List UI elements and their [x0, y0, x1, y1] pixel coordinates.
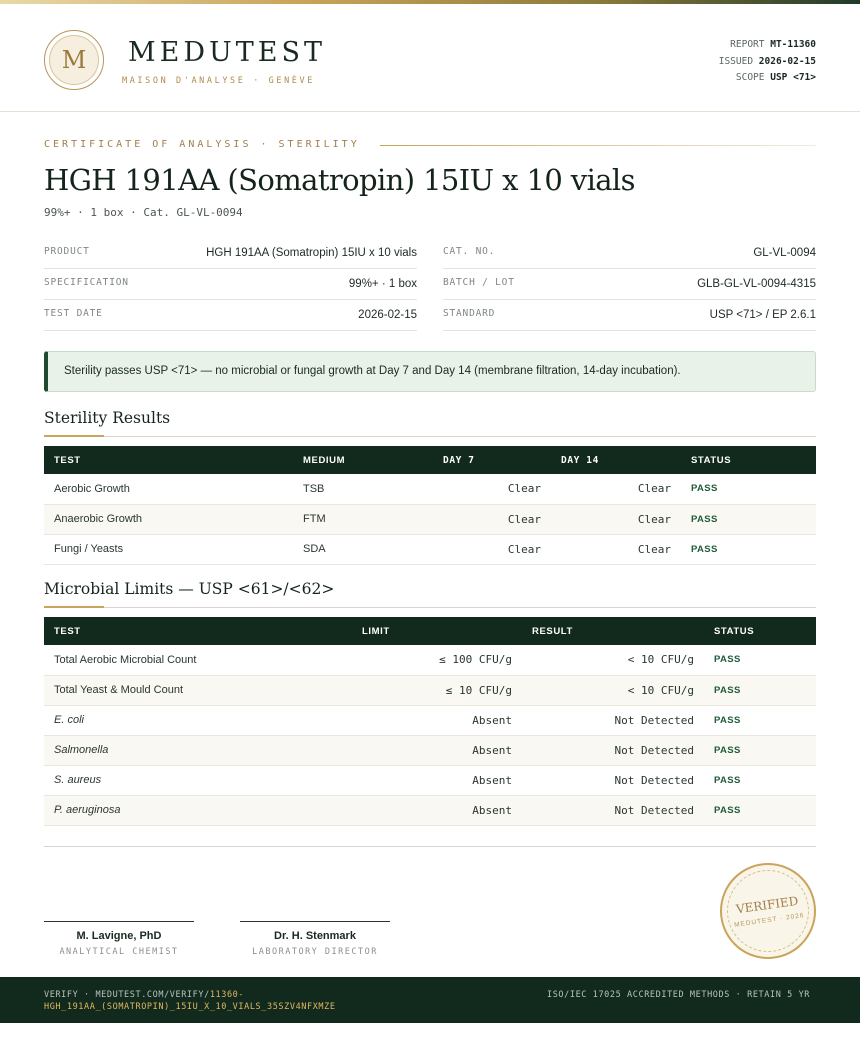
section-rule — [44, 436, 816, 437]
day7-result: Clear — [507, 482, 541, 496]
page-title: HGH 191AA (Somatropin) 15IU x 10 vials — [44, 163, 635, 197]
info-key: SPECIFICATION — [44, 277, 129, 288]
day14-result: Clear — [637, 512, 671, 526]
info-key: PRODUCT — [44, 246, 90, 257]
info-left — [44, 238, 417, 331]
scope-value: USP <71> — [770, 72, 816, 83]
info-row — [443, 238, 816, 269]
column-header: MEDIUM — [303, 454, 346, 466]
column-header: DAY 14 — [561, 454, 599, 466]
column-header: LIMIT — [362, 625, 390, 637]
info-row — [443, 300, 816, 331]
test-name: P. aeruginosa — [54, 804, 121, 816]
brand-logo — [44, 30, 104, 90]
signatory-name: M. Lavigne, PhD — [76, 930, 162, 942]
info-value: USP <71> / EP 2.6.1 — [709, 309, 816, 321]
medium: FTM — [303, 513, 326, 525]
test-name: Total Aerobic Microbial Count — [54, 653, 197, 666]
seal-subtext: MEDUTEST · 2026 — [733, 912, 805, 929]
certificate-kicker: CERTIFICATE OF ANALYSIS · STERILITY — [44, 139, 360, 150]
result-callout — [44, 351, 816, 392]
status-badge: PASS — [714, 744, 741, 756]
test-name: Salmonella — [54, 744, 109, 756]
info-value: 99%+ · 1 box — [348, 278, 417, 290]
signatory-role: ANALYTICAL CHEMIST — [59, 947, 179, 957]
test-name: Fungi / Yeasts — [54, 543, 124, 555]
microbial-table — [44, 617, 816, 826]
seal-text: VERIFIED — [735, 893, 800, 917]
medium: TSB — [303, 482, 325, 495]
test-name: E. coli — [54, 714, 84, 726]
signature-divider — [44, 846, 816, 847]
day7-result: Clear — [507, 542, 541, 556]
info-value: HGH 191AA (Somatropin) 15IU x 10 vials — [206, 247, 417, 259]
sterility-heading: Sterility Results — [44, 409, 171, 427]
limit: ≤ 10 CFU/g — [445, 683, 512, 697]
logo-monogram: M — [49, 35, 99, 85]
column-header: TEST — [54, 454, 81, 466]
table-row — [44, 705, 816, 735]
status-badge: PASS — [714, 804, 741, 816]
table-row — [44, 765, 816, 795]
issued-label: ISSUED — [718, 55, 754, 67]
callout-text: Sterility passes USP <71> — no microbial or fungal growth at Day 7 and Day 14 (membrane filtration, 14-day incubation). — [64, 365, 681, 377]
status-badge: PASS — [714, 654, 741, 666]
report-header — [0, 4, 860, 112]
column-header: DAY 7 — [443, 454, 475, 466]
report-number: MT-11360 — [770, 39, 816, 50]
section-accent — [44, 606, 104, 608]
column-header: TEST — [54, 625, 81, 637]
verify-code: 11360-HGH_191AA_(SOMATROPIN)_15IU_X_10_VIALS_35SZV4NFXMZE — [44, 990, 336, 1012]
result: Not Detected — [614, 743, 694, 757]
column-header: STATUS — [691, 454, 732, 466]
footer — [0, 977, 860, 1023]
limit: ≤ 100 CFU/g — [439, 653, 512, 667]
test-name: S. aureus — [54, 774, 102, 786]
status-badge: PASS — [691, 543, 718, 555]
verified-seal — [720, 863, 816, 959]
microbial-heading: Microbial Limits — USP <61>/<62> — [44, 580, 335, 598]
info-row — [44, 238, 417, 269]
sterility-table — [44, 446, 816, 565]
test-name: Anaerobic Growth — [54, 513, 143, 525]
test-name: Aerobic Growth — [54, 482, 130, 495]
info-row — [44, 300, 417, 331]
status-badge: PASS — [714, 774, 741, 786]
table-header-row — [44, 446, 816, 474]
info-key: BATCH / LOT — [443, 277, 515, 288]
signatory-role: LABORATORY DIRECTOR — [252, 947, 378, 957]
result: Not Detected — [614, 773, 694, 787]
report-meta — [719, 37, 816, 87]
verify-link[interactable] — [44, 989, 384, 1013]
table-header-row — [44, 617, 816, 645]
section-accent — [44, 435, 104, 437]
medium: SDA — [303, 543, 326, 555]
test-name: Total Yeast & Mould Count — [54, 684, 184, 696]
table-row — [44, 795, 816, 825]
result: < 10 CFU/g — [627, 653, 694, 667]
info-value: 2026-02-15 — [358, 309, 417, 321]
info-row — [44, 269, 417, 300]
table-row — [44, 675, 816, 705]
table-row — [44, 735, 816, 765]
column-header: RESULT — [532, 625, 573, 637]
table-row — [44, 504, 816, 534]
section-rule — [44, 607, 816, 608]
result: Not Detected — [614, 713, 694, 727]
result: Not Detected — [614, 803, 694, 817]
limit: Absent — [472, 743, 512, 757]
table-row — [44, 534, 816, 564]
kicker-divider — [380, 145, 816, 146]
signature-block — [240, 921, 390, 957]
info-row — [443, 269, 816, 300]
signatory-name: Dr. H. Stenmark — [274, 930, 356, 942]
info-key: STANDARD — [443, 308, 496, 319]
page-subtitle: 99%+ · 1 box · Cat. GL-VL-0094 — [44, 206, 243, 219]
limit: Absent — [472, 803, 512, 817]
info-value: GLB-GL-VL-0094-4315 — [697, 278, 816, 290]
limit: Absent — [472, 713, 512, 727]
info-key: CAT. NO. — [443, 246, 496, 257]
info-right — [443, 238, 816, 331]
status-badge: PASS — [691, 513, 718, 525]
signature-block — [44, 921, 194, 957]
status-badge: PASS — [714, 714, 741, 726]
column-header: STATUS — [714, 625, 755, 637]
status-badge: PASS — [714, 684, 741, 696]
brand-tagline: MAISON D'ANALYSE · GENÈVE — [122, 76, 315, 86]
scope-label: SCOPE — [735, 72, 765, 83]
table-row — [44, 474, 816, 504]
limit: Absent — [472, 773, 512, 787]
day14-result: Clear — [637, 542, 671, 556]
issued-date: 2026-02-15 — [758, 55, 816, 67]
table-row — [44, 645, 816, 675]
info-value: GL-VL-0094 — [753, 247, 816, 259]
status-badge: PASS — [691, 483, 718, 495]
report-label: REPORT — [730, 39, 765, 50]
day7-result: Clear — [507, 512, 541, 526]
verify-prefix: VERIFY · MEDUTEST.COM/VERIFY/ — [44, 990, 210, 1000]
accreditation-note: ISO/IEC 17025 ACCREDITED METHODS · RETAIN 5 YR — [547, 990, 811, 1000]
day14-result: Clear — [637, 482, 671, 496]
info-key: TEST DATE — [44, 308, 103, 319]
result: < 10 CFU/g — [627, 683, 694, 697]
brand-name: MEDUTEST — [128, 37, 326, 68]
